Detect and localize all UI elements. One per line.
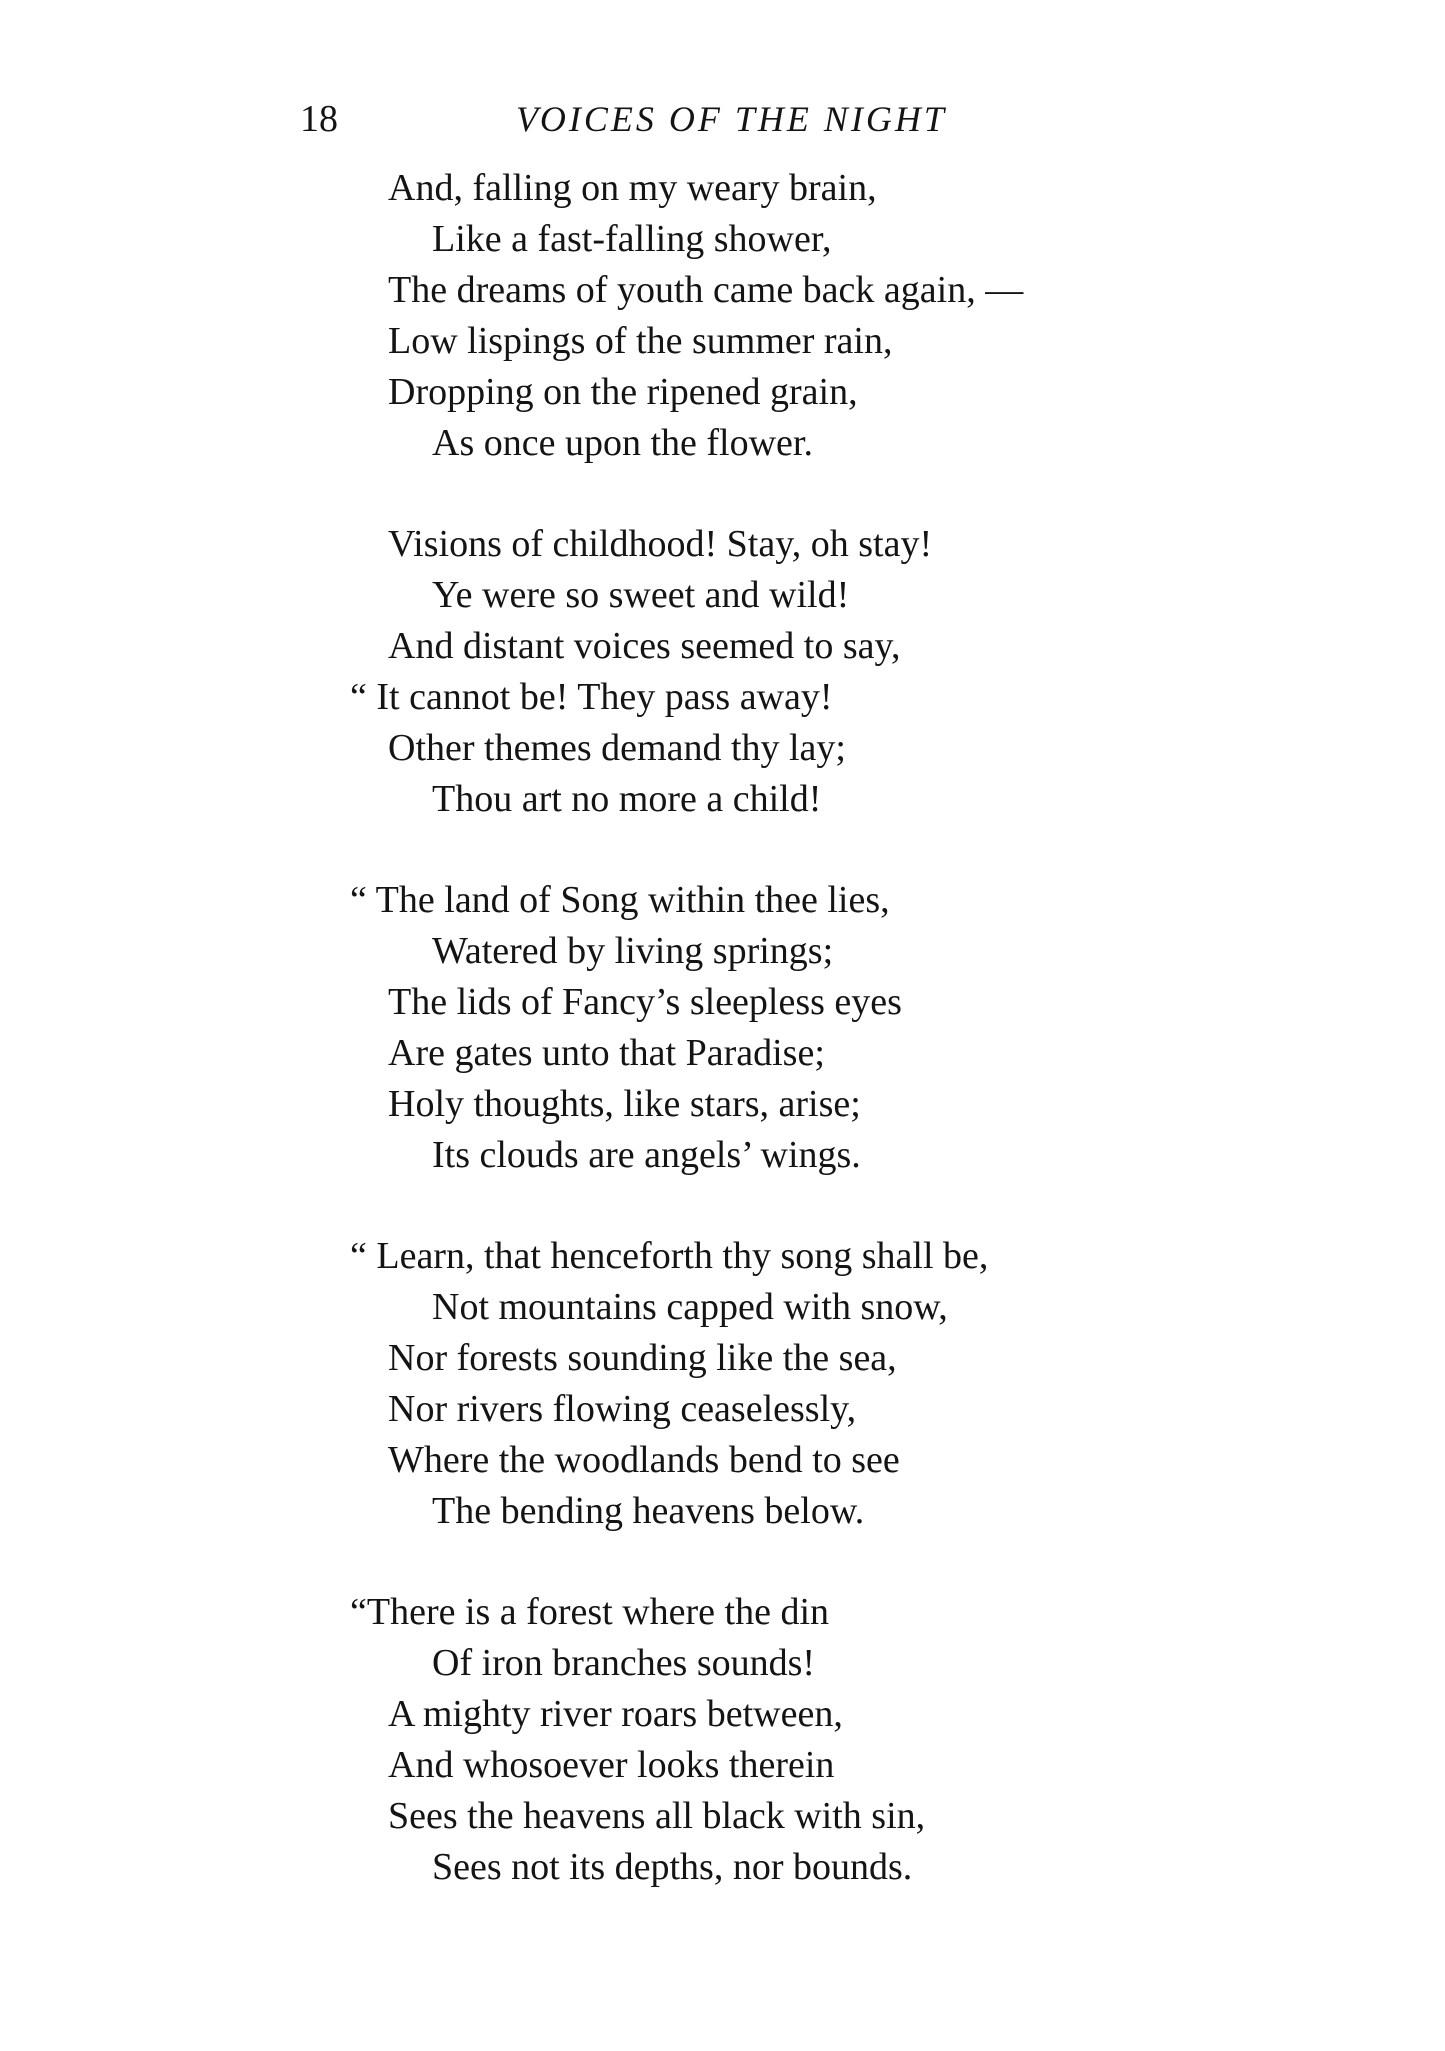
- poem-line: Low lispings of the summer rain,: [388, 320, 893, 362]
- poem-line: Holy thoughts, like stars, arise;: [388, 1083, 861, 1125]
- poem: [350, 163, 1228, 1943]
- poem-line: Other themes demand thy lay;: [388, 727, 846, 769]
- poem-line: Nor forests sounding like the sea,: [388, 1337, 897, 1379]
- running-head: [300, 96, 1020, 142]
- poem-line: Are gates unto that Paradise;: [388, 1032, 825, 1074]
- page-number: 18: [300, 98, 338, 140]
- poem-line: Sees the heavens all black with sin,: [388, 1795, 926, 1837]
- stanza-4: [350, 1231, 1228, 1537]
- stanza-1: [388, 163, 1228, 469]
- stanza-5: [350, 1587, 1228, 1893]
- poem-line: Ye were so sweet and wild!: [432, 574, 850, 616]
- poem-line: The lids of Fancy’s sleepless eyes: [388, 981, 902, 1023]
- poem-line: Where the woodlands bend to see: [388, 1439, 900, 1481]
- poem-line: A mighty river roars between,: [388, 1693, 843, 1735]
- poem-line: Nor rivers flowing ceaselessly,: [388, 1388, 857, 1430]
- running-title: VOICES OF THE NIGHT: [516, 99, 947, 139]
- poem-line: Of iron branches sounds!: [432, 1642, 816, 1684]
- poem-line: “ Learn, that henceforth thy song shall be,: [350, 1235, 989, 1277]
- poem-line: “There is a forest where the din: [350, 1591, 830, 1633]
- poem-line: Dropping on the ripened grain,: [388, 371, 858, 413]
- poem-line: Like a fast-falling shower,: [432, 218, 832, 260]
- stanza-2: [350, 519, 1228, 825]
- poem-line: And distant voices seemed to say,: [388, 625, 901, 667]
- poem-line: Watered by living springs;: [432, 930, 834, 972]
- poem-line: As once upon the flower.: [432, 422, 813, 464]
- poem-line: Visions of childhood! Stay, oh stay!: [388, 523, 933, 565]
- poem-line: Not mountains capped with snow,: [432, 1286, 948, 1328]
- poem-line: The dreams of youth came back again, —: [388, 269, 1024, 311]
- poem-line: The bending heavens below.: [432, 1490, 865, 1532]
- poem-line: And whosoever looks therein: [388, 1744, 835, 1786]
- poem-line: Sees not its depths, nor bounds.: [432, 1846, 913, 1888]
- poem-line: Thou art no more a child!: [432, 778, 822, 820]
- poem-line: Its clouds are angels’ wings.: [432, 1134, 861, 1176]
- poem-line: And, falling on my weary brain,: [388, 167, 877, 209]
- stanza-3: [350, 875, 1228, 1181]
- poem-line: “ The land of Song within thee lies,: [350, 879, 890, 921]
- poem-line: “ It cannot be! They pass away!: [350, 676, 833, 718]
